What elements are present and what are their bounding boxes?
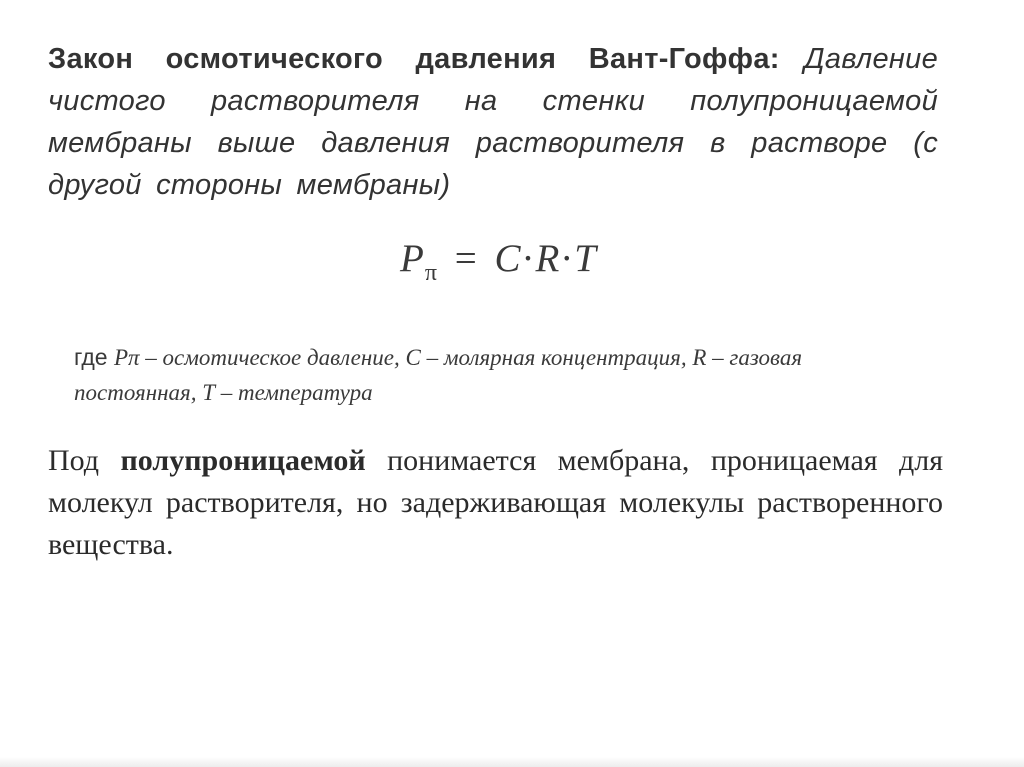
legend-where: где	[74, 344, 108, 370]
law-title: Закон осмотического давления Вант-Гоффа:	[48, 43, 780, 75]
law-paragraph	[48, 38, 938, 206]
explanation-term: полупроницаемой	[120, 444, 366, 477]
slide-bottom-shadow	[0, 757, 1024, 767]
formula-dot-1: ·	[521, 237, 535, 280]
formula-concentration-symbol: C	[494, 237, 521, 280]
formula-equals: =	[454, 237, 477, 280]
legend-description: Pπ – осмотическое давление, С – молярная концентрация, R – газовая постоянная, Т – температура	[74, 345, 803, 405]
formula-pi-subscript: π	[424, 260, 437, 286]
formula-gas-constant-symbol: R	[535, 237, 560, 280]
law-definition: Давление чистого растворителя на стенки полупроницаемой мембраны выше давления растворителя в растворе (с другой стороны мембраны)	[48, 43, 938, 201]
formula-dot-2: ·	[560, 237, 574, 280]
formula-pressure-symbol: P	[400, 237, 424, 280]
formula-legend	[74, 340, 894, 410]
semipermeable-explanation	[48, 440, 943, 566]
explanation-prefix: Под	[48, 444, 100, 477]
formula-temperature-symbol: T	[574, 237, 596, 280]
explanation-suffix: понимается мембрана, проницаемая для молекул растворителя, но задерживающая молекулы растворенного вещества.	[48, 444, 944, 561]
vant-hoff-formula	[400, 236, 596, 286]
